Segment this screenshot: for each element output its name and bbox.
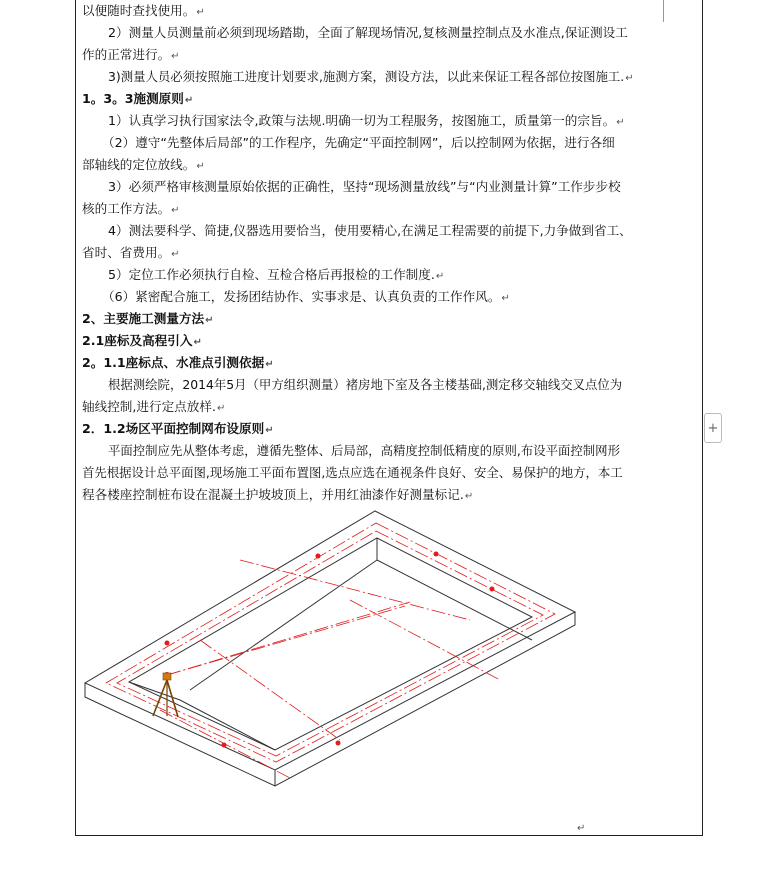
section-heading: 2。1.1座标点、水准点引测依据↵ (82, 355, 274, 370)
paragraph: 1）认真学习执行国家法令,政策与法规.明确一切为工程服务，按图施工，质量第一的宗旨。↵ (108, 113, 625, 128)
paragraph: 3）必须严格审核测量原始依据的正确性，坚持“现场测量放线”与“内业测量计算”工作步步校 (108, 179, 621, 194)
paragraph: 轴线控制,进行定点放样.↵ (82, 399, 226, 414)
paragraph: 作的正常进行。↵ (82, 47, 180, 62)
section-heading: 2.1座标及高程引入↵ (82, 333, 202, 348)
paragraph: 以便随时查找使用。↵ (82, 3, 205, 18)
paragraph: 2）测量人员测量前必须到现场踏勘，全面了解现场情况,复核测量控制点及水准点,保证测设工 (108, 25, 628, 40)
control-loop-outer (106, 523, 555, 762)
survey-control-diagram (80, 506, 580, 836)
paragraph: 4）测法要科学、简捷,仪器选用要恰当，使用要精心,在满足工程需要的前提下,力争做到省工、 (108, 223, 632, 238)
paragraph: 平面控制应先从整体考虑，遵循先整体、后局部，高精度控制低精度的原则,布设平面控制网形 (108, 443, 620, 458)
control-point (222, 743, 227, 748)
control-point (165, 641, 170, 646)
expand-button[interactable] (704, 413, 722, 443)
paragraph: 核的工作方法。↵ (82, 201, 180, 216)
section-heading: 2、主要施工测量方法↵ (82, 311, 214, 326)
paragraph: 程各楼座控制桩布设在混凝土护坡坡顶上，并用红油漆作好测量标记.↵ (82, 487, 474, 502)
control-point (316, 554, 321, 559)
section-heading: 2．1.2场区平面控制网布设原则↵ (82, 421, 274, 436)
paragraph: 省时、省费用。↵ (82, 245, 180, 260)
plus-icon: + (707, 420, 719, 436)
paragraph: 5）定位工作必须执行自检、互检合格后再报检的工作制度.↵ (108, 267, 445, 282)
paragraph: （6）紧密配合施工，发扬团结协作、实事求是、认真负责的工作作风。↵ (102, 289, 510, 304)
section-heading: 1。3。3施测原则↵ (82, 91, 194, 106)
margin-marker (663, 0, 664, 22)
foundation-outline (85, 511, 575, 786)
outer-side-edge (85, 612, 575, 786)
end-paragraph-mark: ↵ (577, 823, 586, 834)
sight-line-1 (167, 606, 405, 675)
pit-floor-left (190, 560, 377, 690)
control-network-lines (106, 523, 555, 778)
control-point (490, 587, 495, 592)
control-point (434, 552, 439, 557)
paragraph: 3)测量人员必须按照施工进度计划要求,施测方案，测设方法，以此来保证工程各部位按图施工.↵ (108, 69, 634, 84)
paragraph: （2）遵守“先整体后局部”的工作程序，先确定“平面控制网”，后以控制网为依据，进行各细 (102, 135, 615, 150)
paragraph: 根据测绘院，2014年5月（甲方组织测量）褚房地下室及各主楼基础,测定移交轴线交叉点位为 (108, 377, 623, 392)
control-point (336, 741, 341, 746)
inner-pit-edge (129, 538, 532, 750)
paragraph: 部轴线的定位放线。↵ (82, 157, 205, 172)
pit-floor-right (377, 560, 532, 640)
paragraph: 首先根据设计总平面图,现场施工平面布置图,选点应选在通视条件良好、安全、易保护的地方，本工 (82, 465, 623, 480)
